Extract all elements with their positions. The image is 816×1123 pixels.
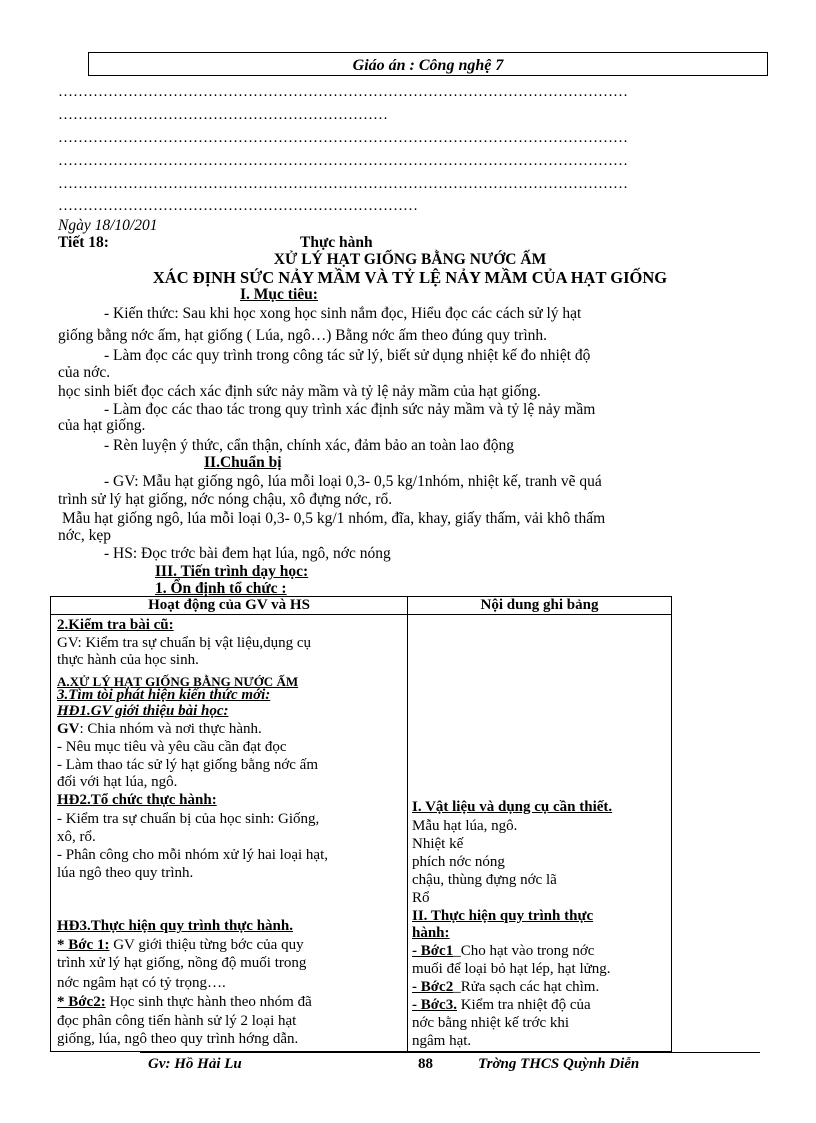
objective-line: - Kiến thức: Sau khi học xong học sinh nắm đọc, Hiểu đọc các cách sử lý hạt — [104, 305, 582, 322]
hd1-line: : Chia nhóm và nơi thực hành. — [79, 721, 262, 737]
step2-line: đọc phân công tiến hành sử lý 2 loại hạt — [57, 1013, 297, 1029]
section-process-heading: III. Tiến trình dạy học: — [155, 563, 309, 580]
lesson-title-1: XỬ LÝ HẠT GIỐNG BẰNG NƯỚC ẤM — [273, 251, 547, 268]
explore-heading: 3.Tìm tòi phát hiện kiến thức mới: — [57, 687, 271, 703]
procedure-heading: II. Thực hiện quy trình thực — [412, 908, 594, 924]
preparation-line: trình sử lý hạt giống, nớc nóng chậu, xô đựng nớc, rổ. — [58, 491, 393, 508]
hd1-line: - Làm thao tác sử lý hạt giống bằng nớc ấm — [57, 757, 318, 773]
b1-line: _Cho hạt vào trong nớc — [453, 943, 595, 959]
column-header-activities: Hoạt động của GV và HS — [51, 597, 408, 615]
preparation-line: - HS: Đọc trớc bài đem hạt lúa, ngô, nớc nóng — [104, 545, 391, 562]
content-cell — [408, 615, 672, 1052]
section-objectives-heading: I. Mục tiêu: — [240, 286, 318, 303]
step1-label: * Bớc 1: — [57, 937, 110, 953]
b3-label: - Bớc3. — [412, 997, 457, 1013]
footer-divider — [140, 1052, 760, 1053]
activities-cell — [51, 615, 408, 1052]
b3-line: nớc bằng nhiệt kế trớc khi — [412, 1015, 570, 1031]
step1-line: nớc ngâm hạt có tỷ trọng…. — [57, 975, 226, 991]
step2-label: * Bớc2: — [57, 994, 106, 1010]
part-a-heading: A.XỬ LÝ HẠT GIỐNG BẰNG NƯỚC ẤM — [57, 674, 299, 689]
objective-line: - Làm đọc các quy trình trong công tác sử lý, biết sử dụng nhiệt kế đo nhiệt độ — [104, 347, 591, 364]
step2-line: giống, lúa, ngô theo quy trình hớng dẫn. — [57, 1031, 299, 1047]
lesson-date: Ngày 18/10/201 — [58, 217, 158, 234]
b1-line: muối để loại bỏ hạt lép, hạt lửng. — [412, 961, 611, 977]
b3-line: Kiểm tra nhiệt độ của — [456, 997, 591, 1013]
hd1-gv-label: GV — [57, 721, 80, 737]
objective-line: học sinh biết đọc cách xác định sức nảy mầm và tỷ lệ nảy mầm của hạt giống. — [58, 383, 541, 400]
lesson-type: Thực hành — [300, 234, 373, 251]
header-title: Giáo án : Công nghệ 7 — [352, 57, 504, 74]
material-item: Nhiệt kế — [412, 836, 464, 852]
hd1-line: - Nêu mục tiêu và yêu cầu cần đạt đọc — [57, 739, 287, 755]
footer-teacher: Gv: Hồ Hải Lu — [148, 1056, 242, 1072]
check-heading: 2.Kiểm tra bài cũ: — [57, 617, 174, 633]
stabilize-heading: 1. Ổn định tổ chức : — [155, 580, 287, 597]
objective-line: của hạt giống. — [58, 417, 146, 434]
dotted-line: …………………………………………………………………………………………………… — [58, 130, 628, 146]
hd2-line: - Phân công cho mỗi nhóm xử lý hai loại hạt, — [57, 847, 329, 863]
section-preparation-heading: II.Chuẩn bị — [204, 454, 282, 471]
b3-line: ngâm hạt. — [412, 1033, 472, 1049]
objective-line: giống bằng nớc ấm, hạt giống ( Lúa, ngô…) Bằng nớc ấm theo đúng quy trình. — [58, 327, 548, 344]
step2-line: Học sinh thực hành theo nhóm đã — [105, 994, 312, 1010]
lesson-table — [50, 596, 672, 1052]
check-line: GV: Kiểm tra sự chuẩn bị vật liệu,dụng cụ — [57, 635, 312, 651]
dotted-line: …………………………………………………………………………………………………… — [58, 153, 628, 169]
hd2-line: xô, rổ. — [57, 829, 96, 845]
hd2-line: lúa ngô theo quy trình. — [57, 865, 194, 881]
hd1-heading: HĐ1.GV giới thiệu bài học: — [57, 703, 229, 719]
procedure-heading: hành: — [412, 925, 450, 941]
step1-line: trình xử lý hạt giống, nồng độ muối trong — [57, 955, 307, 971]
material-item: phích nớc nóng — [412, 854, 505, 870]
hd2-heading: HĐ2.Tổ chức thực hành: — [57, 792, 217, 808]
b2-line: _Rửa sạch các hạt chìm. — [453, 979, 600, 995]
footer-page-number: 88 — [418, 1056, 433, 1072]
dotted-line: …………………………………………………………………………………………………… — [58, 176, 628, 192]
material-item: chậu, thùng đựng nớc lã — [412, 872, 557, 888]
dotted-line: ……………………………………………………………… — [58, 198, 418, 214]
b2-label: - Bớc2 — [412, 979, 454, 995]
hd3-heading: HĐ3.Thực hiện quy trình thực hành. — [57, 918, 293, 934]
b1-label: - Bớc1 — [412, 943, 454, 959]
page-header — [88, 52, 768, 76]
objective-line: của nớc. — [58, 364, 111, 381]
objective-line: - Rèn luyện ý thức, cẩn thận, chính xác, đảm bảo an toàn lao động — [104, 437, 514, 454]
preparation-line: Mẫu hạt giống ngô, lúa mỗi loại 0,3- 0,5 kg/1 nhóm, đĩa, khay, giấy thấm, vải khô thấm — [62, 510, 606, 527]
hd2-line: - Kiểm tra sự chuẩn bị của học sinh: Giống, — [57, 811, 320, 827]
material-item: Mẫu hạt lúa, ngô. — [412, 818, 518, 834]
objective-line: - Làm đọc các thao tác trong quy trình xác định sức nảy mầm và tỷ lệ nảy mầm — [104, 401, 596, 418]
footer-school: Trờng THCS Quỳnh Diễn — [478, 1056, 640, 1072]
dotted-line: ………………………………………………………… — [58, 107, 388, 123]
dotted-line: …………………………………………………………………………………………………… — [58, 84, 628, 100]
step1-line: GV giới thiệu từng bớc của quy — [109, 937, 304, 953]
check-line: thực hành của học sinh. — [57, 652, 199, 668]
material-item: Rổ — [412, 890, 430, 906]
lesson-title-2: XÁC ĐỊNH SỨC NẢY MẦM VÀ TỶ LỆ NẢY MẦM CỦA HẠT GIỐNG — [152, 268, 668, 287]
lesson-period: Tiết 18: — [58, 234, 109, 251]
materials-heading: I. Vật liệu và dụng cụ cần thiết. — [412, 799, 613, 815]
column-header-content: Nội dung ghi bảng — [408, 597, 672, 615]
preparation-line: nớc, kẹp — [58, 527, 111, 544]
preparation-line: - GV: Mẫu hạt giống ngô, lúa mỗi loại 0,3- 0,5 kg/1nhóm, nhiệt kế, tranh vẽ quá — [104, 473, 602, 490]
hd1-line: đối với hạt lúa, ngô. — [57, 774, 178, 790]
